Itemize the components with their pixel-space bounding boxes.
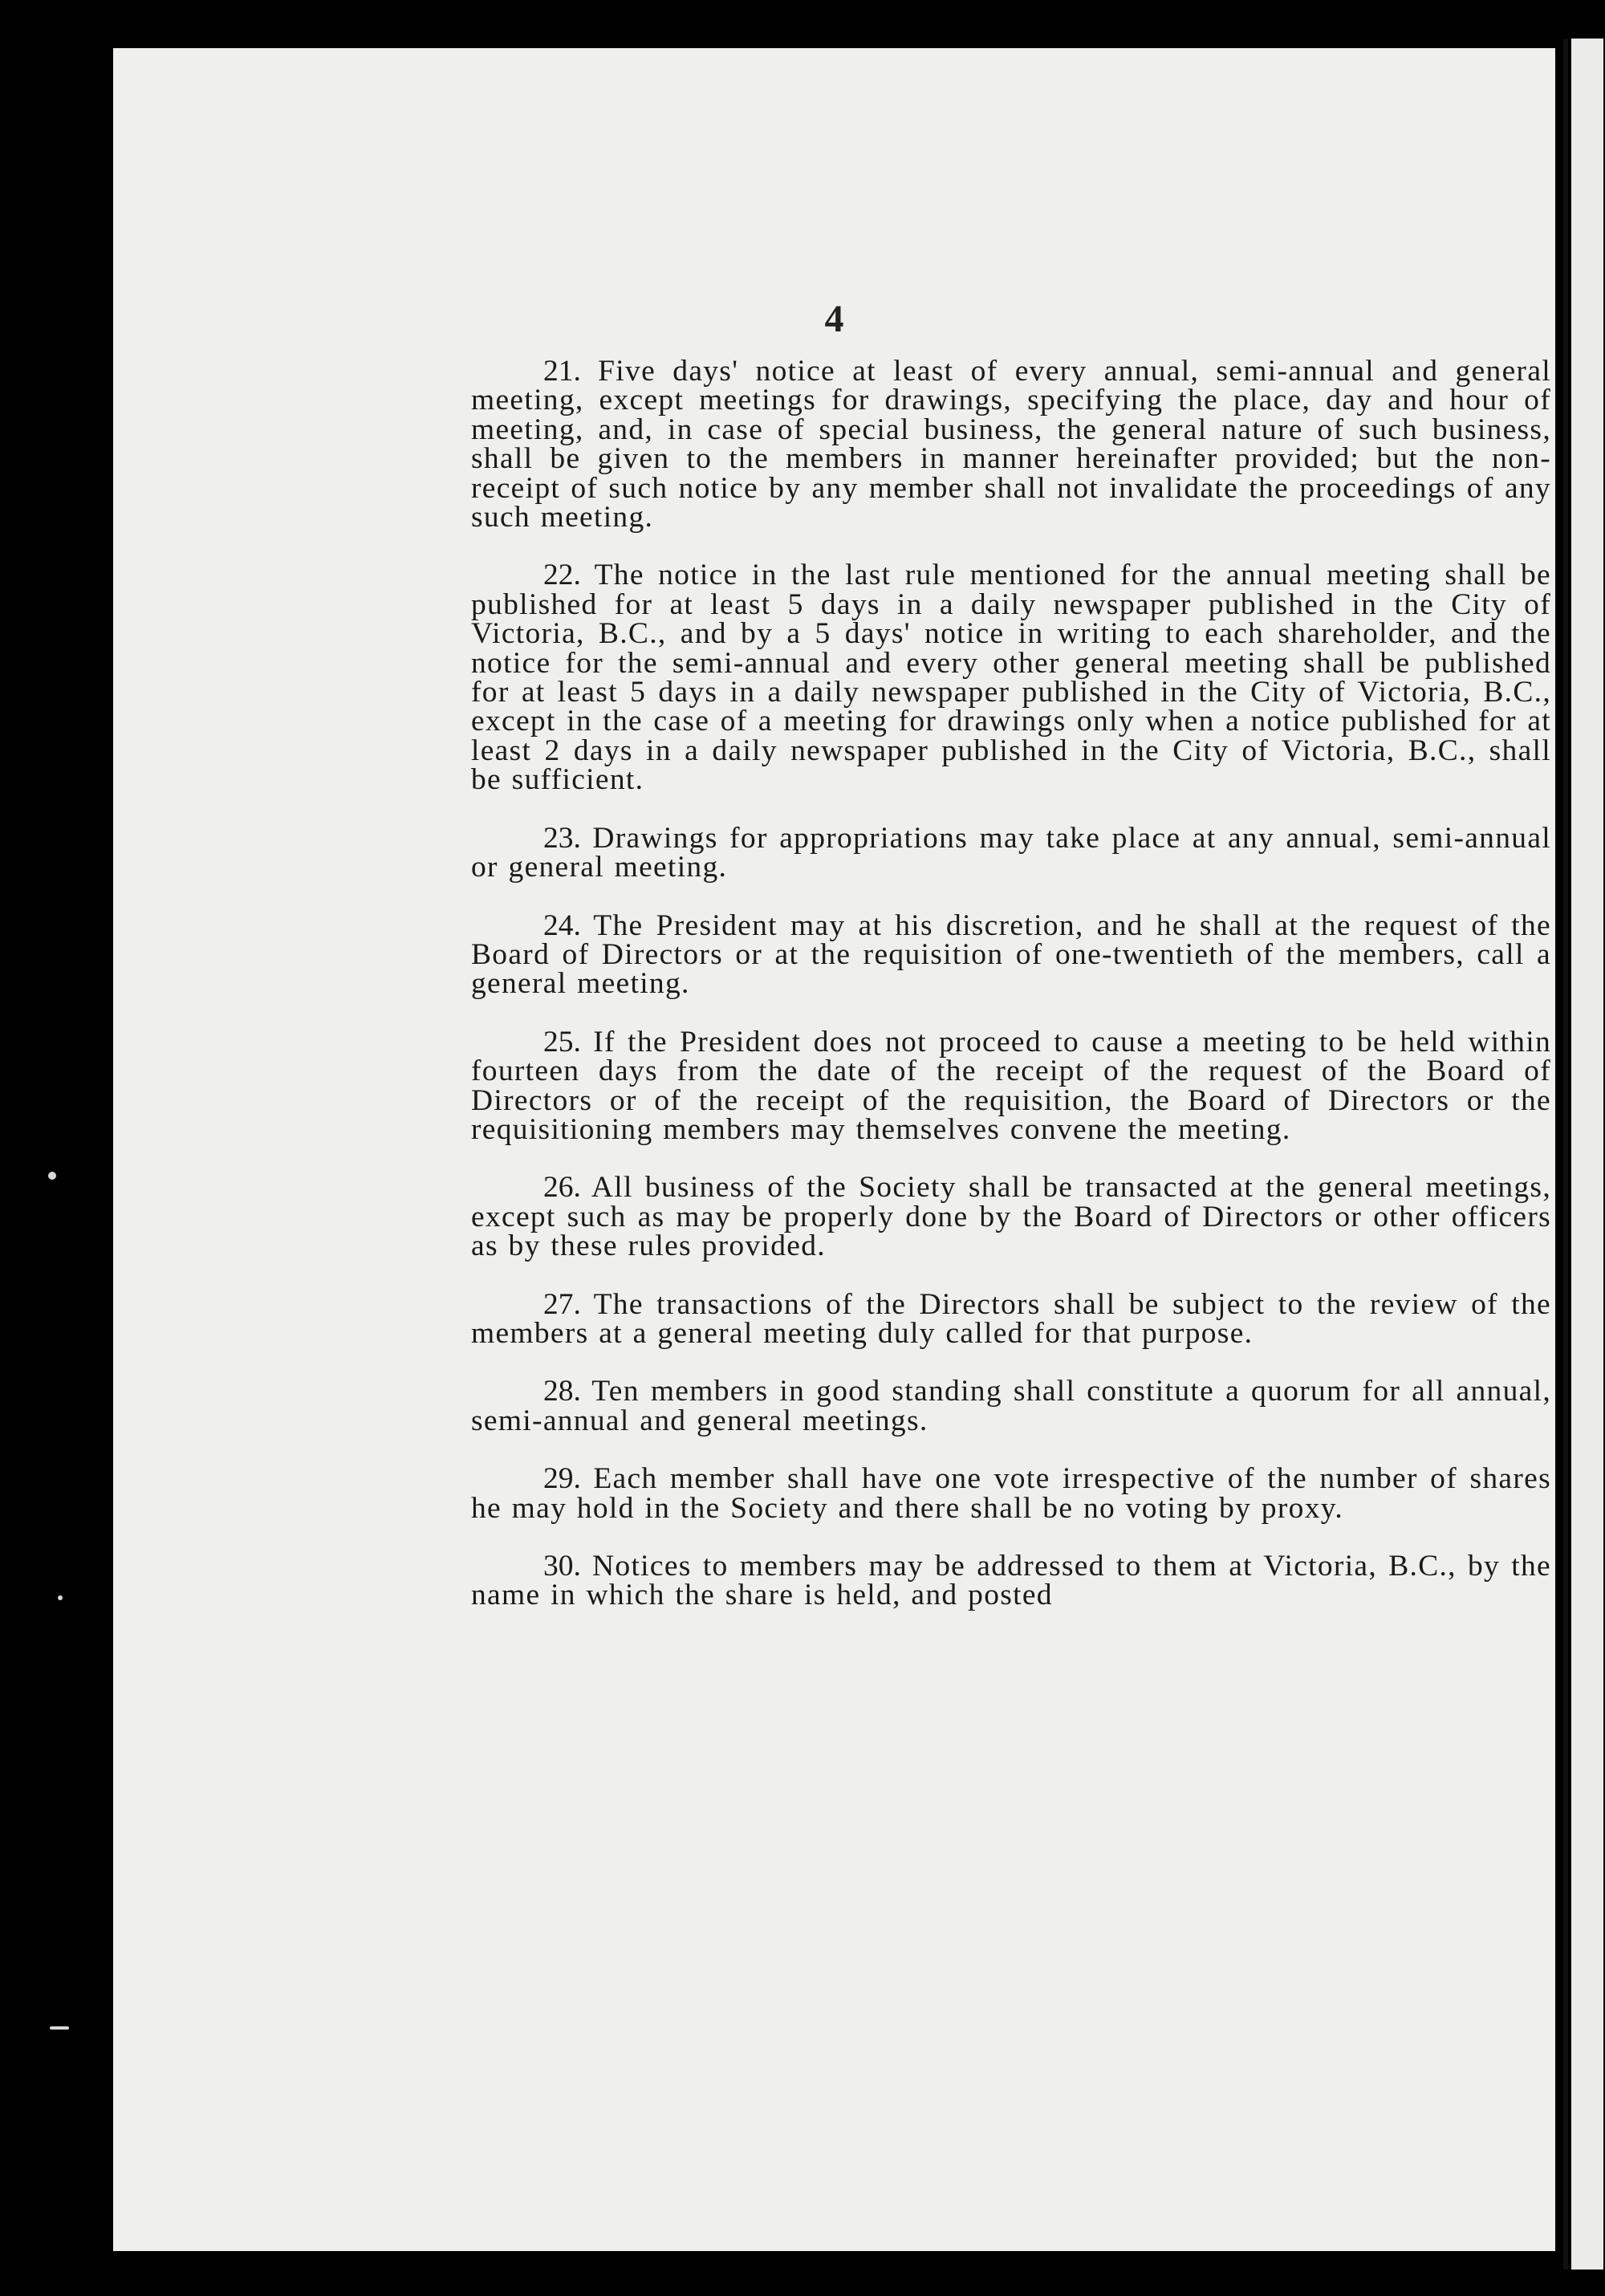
scan-speck [58,1595,63,1600]
rule-paragraph [471,1173,1551,1261]
rule-text: Notices to members may be addressed to them at Victoria, B.C., by the name in which the share is held, and posted [471,1550,1551,1612]
page-gutter-shadow [1563,39,1568,2270]
rule-number: 29. [543,1462,581,1496]
rule-number: 30. [543,1550,581,1583]
page-number: 4 [824,298,844,340]
rule-text: The President may at his discretion, and he shall at the request of the Board of Directors or at the requisition of one-twentieth of the members, call a general meeting. [471,908,1551,1001]
rule-text: The transactions of the Directors shall be subject to the review of the members at a general meeting duly called for that purpose. [471,1287,1552,1350]
rule-paragraph [471,1552,1551,1611]
document-page [113,48,1555,2251]
rule-number: 21. [543,355,581,388]
rule-number: 23. [543,821,581,855]
rule-paragraph [471,559,1551,797]
rule-paragraph [471,908,1551,1001]
rule-number: 28. [543,1375,581,1408]
rule-text: Drawings for appropriations may take place at any annual, semi-annual or general meeting. [471,821,1551,884]
rule-number: 26. [543,1171,581,1205]
rule-paragraph [471,821,1551,884]
rule-number: 24. [543,908,581,942]
rule-text: Five days' notice at least of every annual, semi-annual and general meeting, except meetings for drawings, specifying the place, day and hour of meeting, and, in case of special business, the general nature of such business, shall be given to the members in manner hereinafter provided; but the non-receipt of such notice by any member shall not invalidate the proceedings of any such meeting. [471,355,1551,534]
document-body [471,357,1551,1640]
scan-speck [50,2026,69,2030]
rule-number: 25. [543,1025,581,1059]
rule-paragraph [471,1462,1551,1525]
rule-number: 22. [543,559,581,592]
adjacent-page-edge [1571,39,1603,2270]
rule-text: All business of the Society shall be transacted at the general meetings, except such as may be properly done by the Board of Directors or other officers as by these rules provided. [471,1171,1551,1263]
rule-paragraph [471,1025,1551,1146]
rule-number: 27. [543,1287,581,1321]
rule-text: Ten members in good standing shall constitute a quorum for all annual, semi-annual and general meetings. [471,1375,1551,1437]
rule-paragraph [471,357,1551,532]
rule-text: Each member shall have one vote irrespective of the number of shares he may hold in the Society and there shall be no voting by proxy. [471,1462,1551,1525]
rule-paragraph [471,1287,1552,1350]
rule-paragraph [471,1377,1551,1436]
rule-text: The notice in the last rule mentioned for the annual meeting shall be published for at least 5 days in a daily newspaper published in the City of Victoria, B.C., and by a 5 days' notice in writing to each shareholder, and the notice for the semi-annual and every other general meeting shall be published for at least 5 days in a daily newspaper published in the City of Victoria, B.C., except in the case of a meeting for drawings only when a notice published for at least 2 days in a daily newspaper published in the City of Victoria, B.C., shall be sufficient. [471,559,1551,797]
scan-speck [48,1172,56,1180]
rule-text: If the President does not proceed to cause a meeting to be held within fourteen days from the date of the receipt of the request of the Board of Directors or of the receipt of the requisition, the Board of Directors or the requisitioning members may themselves convene the meeting. [471,1025,1551,1146]
